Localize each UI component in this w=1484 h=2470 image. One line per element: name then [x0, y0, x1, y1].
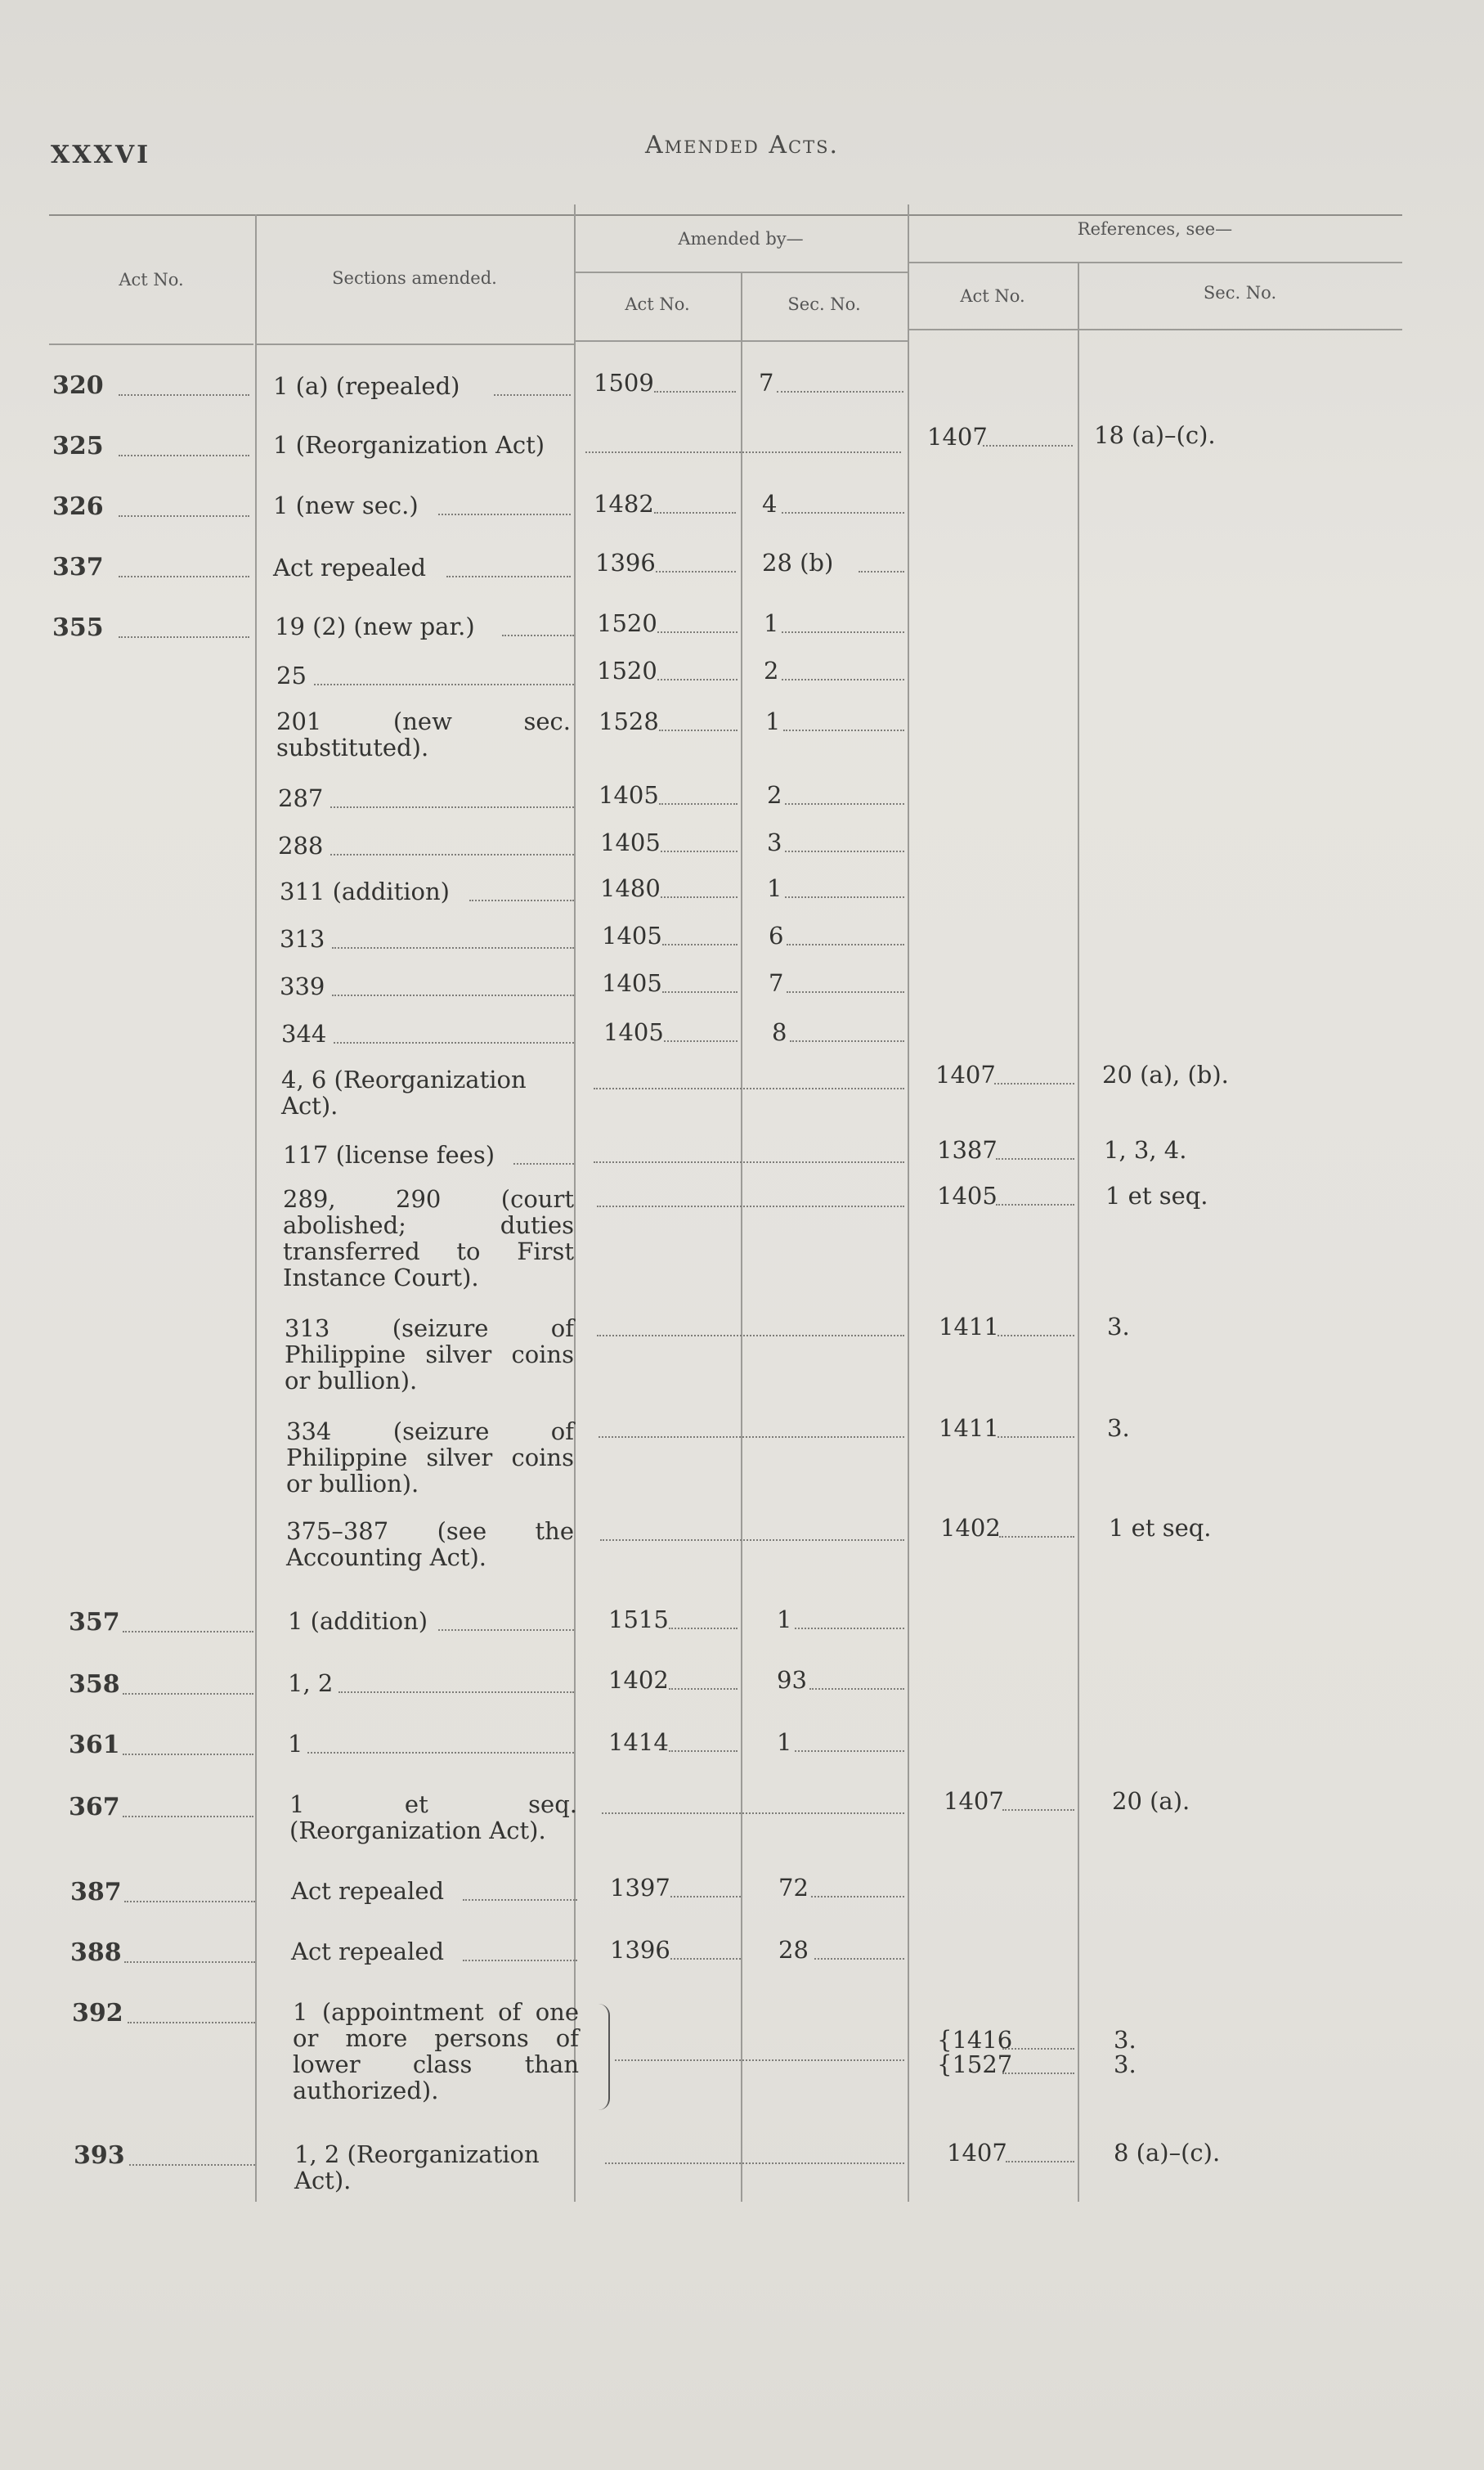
section-amended: 117 (license fees) — [283, 1141, 495, 1169]
ref-act-no: 1407 — [935, 1061, 996, 1089]
ref-sec-no: 3. — [1114, 2026, 1137, 2054]
amended-act-no: 1515 — [608, 1606, 669, 1633]
leader-dots — [795, 1628, 904, 1629]
ref-sec-no: 1, 3, 4. — [1104, 1136, 1187, 1164]
section-amended: 4, 6 (Reorganization Act). — [281, 1066, 527, 1120]
leader-dots — [600, 1539, 904, 1541]
leader-dots — [597, 1335, 904, 1336]
leader-dots — [330, 806, 574, 808]
leader-dots — [1002, 2048, 1074, 2050]
header-act-no: Act No. — [119, 270, 184, 290]
ref-sec-no: 3. — [1114, 2050, 1137, 2078]
ref-act-no: {1527 — [937, 2050, 1013, 2078]
ref-act-no: 1407 — [944, 1787, 1004, 1815]
amended-sec-no: 1 — [777, 1728, 792, 1756]
act-number: 325 — [52, 432, 104, 460]
leader-dots — [662, 991, 738, 993]
header-amended-act-no: Act No. — [625, 294, 690, 314]
leader-dots — [463, 1899, 577, 1901]
amended-sec-no: 4 — [762, 490, 778, 518]
leader-dots — [124, 1961, 255, 1963]
section-amended: 1 (Reorganization Act) — [273, 431, 545, 459]
section-amended: Act repealed — [273, 554, 427, 582]
leader-dots — [669, 1750, 738, 1752]
leader-dots — [469, 900, 574, 901]
leader-dots — [513, 1163, 574, 1165]
section-amended: Act repealed — [291, 1938, 445, 1965]
section-amended: 289, 290 (court abolished; duties transferred to First Instance Court). — [283, 1185, 574, 1291]
act-number: 320 — [52, 371, 104, 400]
section-amended: 1 (appointment of one or more persons of lower class than authorized). — [293, 1998, 579, 2104]
leader-dots — [1002, 1809, 1074, 1811]
leader-dots — [123, 1631, 253, 1632]
amended-sec-no: 1 — [767, 874, 782, 902]
amended-by-rule — [574, 272, 908, 273]
amended-sec-no: 6 — [769, 922, 784, 950]
leader-dots — [446, 576, 571, 577]
leader-dots — [119, 394, 249, 396]
amended-sec-no: 8 — [772, 1018, 787, 1046]
leader-dots — [123, 1754, 253, 1755]
ref-act-no: 1411 — [939, 1313, 999, 1341]
leader-dots — [463, 1960, 577, 1961]
header-bottom-rule-1 — [49, 344, 253, 345]
section-amended: 339 — [280, 972, 325, 1000]
leader-dots — [654, 512, 736, 514]
ref-sec-no: 20 (a), (b). — [1102, 1061, 1229, 1089]
ref-act-no-value: 1416 — [952, 2026, 1013, 2054]
leader-dots — [438, 514, 571, 515]
amended-act-no: 1509 — [594, 369, 654, 397]
amended-sec-no: 1 — [777, 1606, 792, 1633]
leader-dots — [307, 1752, 574, 1754]
section-amended: 1 (new sec.) — [273, 492, 419, 519]
act-number: 392 — [72, 1999, 123, 2028]
leader-dots — [983, 445, 1073, 447]
header-bottom-rule-4 — [908, 329, 1402, 330]
header-sections-amended: Sections amended. — [332, 268, 497, 288]
amended-act-no: 1520 — [597, 657, 657, 685]
section-amended: 344 — [281, 1020, 327, 1048]
leader-dots — [790, 1040, 904, 1042]
column-divider-3 — [741, 272, 742, 2202]
references-rule — [908, 262, 1402, 263]
section-amended: 334 (seizure of Philippine silver coins or bullion). — [286, 1417, 574, 1498]
leader-dots — [809, 1688, 904, 1690]
column-divider-4 — [908, 204, 909, 2202]
leader-dots — [605, 2162, 904, 2164]
leader-dots — [314, 684, 574, 685]
ref-act-no: 1402 — [940, 1514, 1001, 1542]
header-amended-by: Amended by— — [678, 229, 804, 249]
amended-sec-no: 2 — [767, 781, 782, 809]
leader-dots — [654, 391, 736, 393]
leader-dots — [597, 1206, 904, 1207]
leader-dots — [124, 1901, 255, 1902]
leader-dots — [659, 803, 738, 805]
amended-act-no: 1405 — [599, 781, 659, 809]
leader-dots — [785, 896, 904, 898]
amended-act-no: 1405 — [602, 969, 662, 997]
section-amended: 313 — [280, 925, 325, 953]
leader-dots — [494, 394, 571, 396]
amended-act-no: 1482 — [594, 490, 654, 518]
leader-dots — [119, 636, 249, 638]
leader-dots — [657, 679, 738, 680]
ref-sec-no: 8 (a)–(c). — [1114, 2139, 1221, 2167]
act-number: 388 — [70, 1938, 122, 1967]
leader-dots — [123, 1693, 253, 1695]
amended-sec-no: 7 — [759, 369, 774, 397]
leader-dots — [669, 1688, 738, 1690]
leader-dots — [119, 576, 249, 577]
amended-sec-no: 28 (b) — [762, 549, 834, 577]
amended-act-no: 1480 — [600, 874, 661, 902]
section-amended: 1 — [288, 1730, 303, 1758]
leader-dots — [669, 1628, 738, 1629]
column-divider-1 — [255, 214, 257, 2202]
act-number: 337 — [52, 553, 104, 582]
act-number: 355 — [52, 613, 104, 642]
amended-sec-no: 1 — [764, 609, 779, 637]
leader-dots — [814, 1958, 904, 1960]
header-amended-sec-no: Sec. No. — [787, 294, 861, 314]
header-ref-sec-no: Sec. No. — [1203, 283, 1277, 303]
leader-dots — [602, 1812, 904, 1814]
leader-dots — [782, 679, 904, 680]
leader-dots — [332, 947, 574, 949]
ref-sec-no: 1 et seq. — [1109, 1514, 1212, 1542]
leader-dots — [502, 635, 574, 636]
leader-dots — [330, 854, 574, 856]
leader-dots — [999, 1536, 1074, 1538]
leader-dots — [782, 512, 904, 514]
ref-sec-no: 3. — [1107, 1414, 1130, 1442]
leader-dots — [994, 1083, 1074, 1085]
act-number: 326 — [52, 492, 104, 521]
leader-dots — [656, 571, 736, 573]
ref-act-no: 1407 — [947, 2139, 1007, 2167]
leader-dots — [670, 1958, 741, 1960]
leader-dots — [585, 451, 901, 453]
amended-act-no: 1405 — [600, 829, 661, 856]
leader-dots — [811, 1896, 904, 1897]
section-amended: 311 (addition) — [280, 878, 450, 905]
leader-dots — [777, 391, 903, 393]
act-number: 358 — [69, 1670, 120, 1699]
section-amended: 25 — [276, 662, 307, 689]
leader-dots — [787, 944, 904, 945]
amended-act-no: 1528 — [599, 707, 659, 735]
column-divider-5 — [1078, 263, 1079, 2202]
leader-dots — [129, 2164, 255, 2166]
section-amended: 288 — [278, 832, 324, 860]
ref-act-no: 1387 — [937, 1136, 998, 1164]
leader-dots — [661, 896, 738, 898]
section-amended: 1 et seq. (Reorganization Act). — [289, 1790, 577, 1844]
leader-dots — [599, 1436, 904, 1438]
act-number: 361 — [69, 1731, 120, 1759]
leader-dots — [998, 1436, 1074, 1438]
act-number: 367 — [69, 1793, 120, 1821]
amended-sec-no: 2 — [764, 657, 779, 685]
leader-dots — [119, 455, 249, 456]
amended-act-no: 1397 — [610, 1874, 670, 1902]
leader-dots — [128, 2022, 255, 2023]
leader-dots — [782, 631, 904, 633]
act-number: 393 — [74, 2141, 125, 2170]
leader-dots — [662, 944, 738, 945]
amended-act-no: 1405 — [602, 922, 662, 950]
leader-dots — [661, 851, 738, 852]
amended-act-no: 1405 — [603, 1018, 664, 1046]
ref-act-no: 1407 — [927, 423, 988, 451]
leader-dots — [1002, 2073, 1074, 2074]
leader-dots — [859, 571, 904, 573]
section-amended: 313 (seizure of Philippine silver coins or bullion). — [285, 1314, 574, 1394]
section-amended: 1 (a) (repealed) — [273, 372, 460, 400]
header-ref-act-no: Act No. — [960, 286, 1025, 306]
top-rule — [49, 214, 1402, 216]
ref-act-no-value: 1527 — [952, 2050, 1013, 2078]
leader-dots — [657, 631, 738, 633]
section-amended: 375–387 (see the Accounting Act). — [286, 1517, 574, 1571]
leader-dots — [119, 515, 249, 517]
leader-dots — [332, 995, 574, 996]
leader-dots — [594, 1088, 904, 1089]
leader-dots — [123, 1816, 253, 1817]
ref-sec-no: 20 (a). — [1112, 1787, 1190, 1815]
leader-dots — [785, 803, 904, 805]
ref-act-no: 1411 — [939, 1414, 999, 1442]
leader-dots — [996, 1158, 1074, 1160]
ref-act-no: {1416 — [937, 2026, 1013, 2054]
amended-act-no: 1402 — [608, 1666, 669, 1694]
leader-dots — [783, 730, 904, 731]
act-number: 357 — [69, 1608, 120, 1637]
header-bottom-rule-2 — [255, 344, 574, 345]
leader-dots — [615, 2059, 904, 2061]
leader-dots — [594, 1161, 904, 1163]
section-amended: Act repealed — [291, 1877, 445, 1905]
ref-sec-no: 18 (a)–(c). — [1094, 421, 1216, 449]
leader-dots — [670, 1896, 741, 1897]
section-amended: 1 (addition) — [288, 1607, 428, 1635]
section-amended: 287 — [278, 784, 324, 812]
running-title: Amended Acts. — [644, 131, 840, 159]
amended-sec-no: 93 — [777, 1666, 807, 1694]
amended-act-no: 1396 — [610, 1936, 670, 1964]
section-amended: 1, 2 — [288, 1669, 334, 1697]
ref-sec-no: 1 et seq. — [1105, 1182, 1208, 1210]
header-bottom-rule-3 — [574, 340, 908, 342]
column-divider-2 — [574, 204, 576, 2202]
leader-dots — [785, 851, 904, 852]
amended-sec-no: 28 — [778, 1936, 809, 1964]
amended-sec-no: 3 — [767, 829, 782, 856]
section-amended: 201 (new sec. substituted). — [276, 707, 571, 761]
leader-dots — [1006, 2161, 1074, 2162]
leader-dots — [998, 1335, 1074, 1336]
amended-act-no: 1414 — [608, 1728, 669, 1756]
section-amended: 19 (2) (new par.) — [275, 613, 475, 640]
amended-act-no: 1396 — [595, 549, 656, 577]
act-number: 387 — [70, 1878, 122, 1906]
grouping-brace — [597, 2004, 610, 2110]
leader-dots — [996, 1204, 1074, 1206]
ref-sec-no: 3. — [1107, 1313, 1130, 1341]
amended-sec-no: 72 — [778, 1874, 809, 1902]
page-number: XXXVI — [51, 141, 151, 169]
amended-sec-no: 1 — [765, 707, 781, 735]
leader-dots — [659, 730, 738, 731]
leader-dots — [338, 1691, 574, 1693]
leader-dots — [664, 1040, 738, 1042]
leader-dots — [334, 1042, 574, 1044]
leader-dots — [787, 991, 904, 993]
amended-act-no: 1520 — [597, 609, 657, 637]
header-references: References, see— — [1077, 219, 1233, 239]
ref-act-no: 1405 — [937, 1182, 998, 1210]
leader-dots — [438, 1629, 574, 1631]
amended-sec-no: 7 — [769, 969, 784, 997]
leader-dots — [795, 1750, 904, 1752]
section-amended: 1, 2 (Reorganization Act). — [294, 2140, 540, 2194]
